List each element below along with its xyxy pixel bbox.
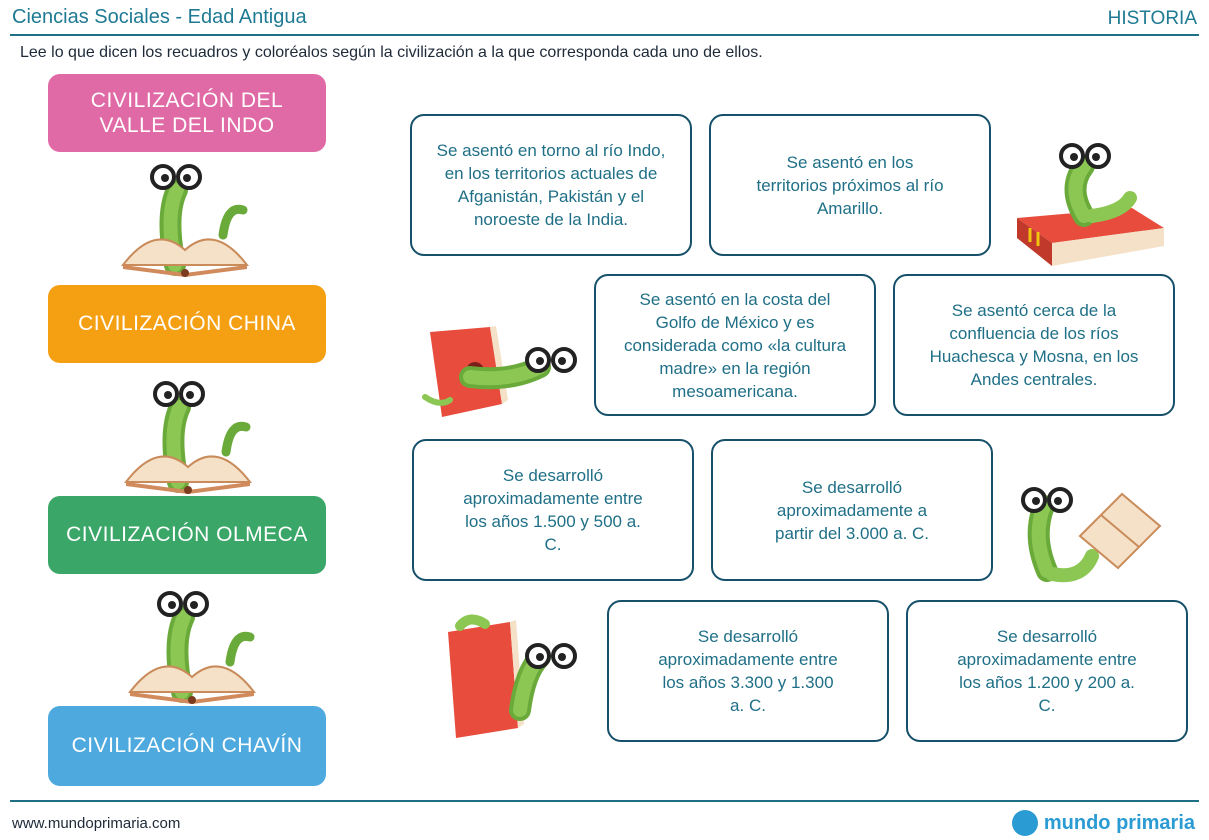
civ-label-olmeca [48,496,326,574]
statement-box[interactable] [893,274,1175,416]
worm-book-icon [115,155,255,280]
statement-box[interactable] [607,600,889,742]
statement-text: Se desarrolló aproximadamente entre los años 3.300 y 1.300 a. C. [658,627,838,715]
worm-open-book-icon [1012,476,1167,586]
page-header-title: Ciencias Sociales - Edad Antigua [12,6,307,28]
statement-box[interactable] [594,274,876,416]
civ-label-indo [48,74,326,152]
statement-text: Se desarrolló aproximadamente entre los años 1.200 y 200 a. C. [957,627,1137,715]
statement-text: Se asentó en los territorios próximos al río Amarillo. [756,152,944,218]
civ-label-text: CIVILIZACIÓN DEL VALLE DEL INDO [90,88,284,137]
worm-red-book-icon [440,612,590,742]
statement-box[interactable] [412,439,694,581]
site-logo[interactable] [1012,810,1195,836]
civ-label-chavin [48,706,326,786]
subject-label: HISTORIA [1107,8,1197,29]
statement-text: Se asentó en torno al río Indo, en los territorios actuales de Afganistán, Pakistán y el noroeste de la India. [436,141,666,229]
statement-box[interactable] [906,600,1188,742]
statement-text: Se asentó en la costa del Golfo de México y es considerada como «la cultura madre» en la región mesoamericana. [623,289,847,401]
footer-divider [10,800,1199,802]
footer-url[interactable]: www.mundoprimaria.com [12,815,181,832]
statement-box[interactable] [711,439,993,581]
worm-book-icon [118,372,258,497]
civ-label-text: CIVILIZACIÓN CHINA [78,312,296,336]
statement-box[interactable] [410,114,692,256]
civ-label-text: CIVILIZACIÓN OLMECA [66,523,308,547]
civ-label-china [48,285,326,363]
statement-text: Se desarrolló aproximadamente entre los años 1.500 y 500 a. C. [463,466,643,554]
statement-box[interactable] [709,114,991,256]
civ-label-text: CIVILIZACIÓN CHAVÍN [71,734,303,758]
worm-red-book-icon [420,322,580,422]
worm-red-book-icon [1012,138,1167,268]
logo-text: mundo primaria [1043,811,1195,834]
instructions-text: Lee lo que dicen los recuadros y coloréalos según la civilización a la que corresponda cada uno de ellos. [20,44,763,61]
statement-text: Se asentó cerca de la confluencia de los ríos Huachesca y Mosna, en los Andes centrales. [929,301,1139,389]
header-divider [10,34,1199,36]
statement-text: Se desarrolló aproximadamente a partir del 3.000 a. C. [774,477,930,543]
globe-icon [1012,810,1038,836]
worm-book-icon [122,582,262,707]
